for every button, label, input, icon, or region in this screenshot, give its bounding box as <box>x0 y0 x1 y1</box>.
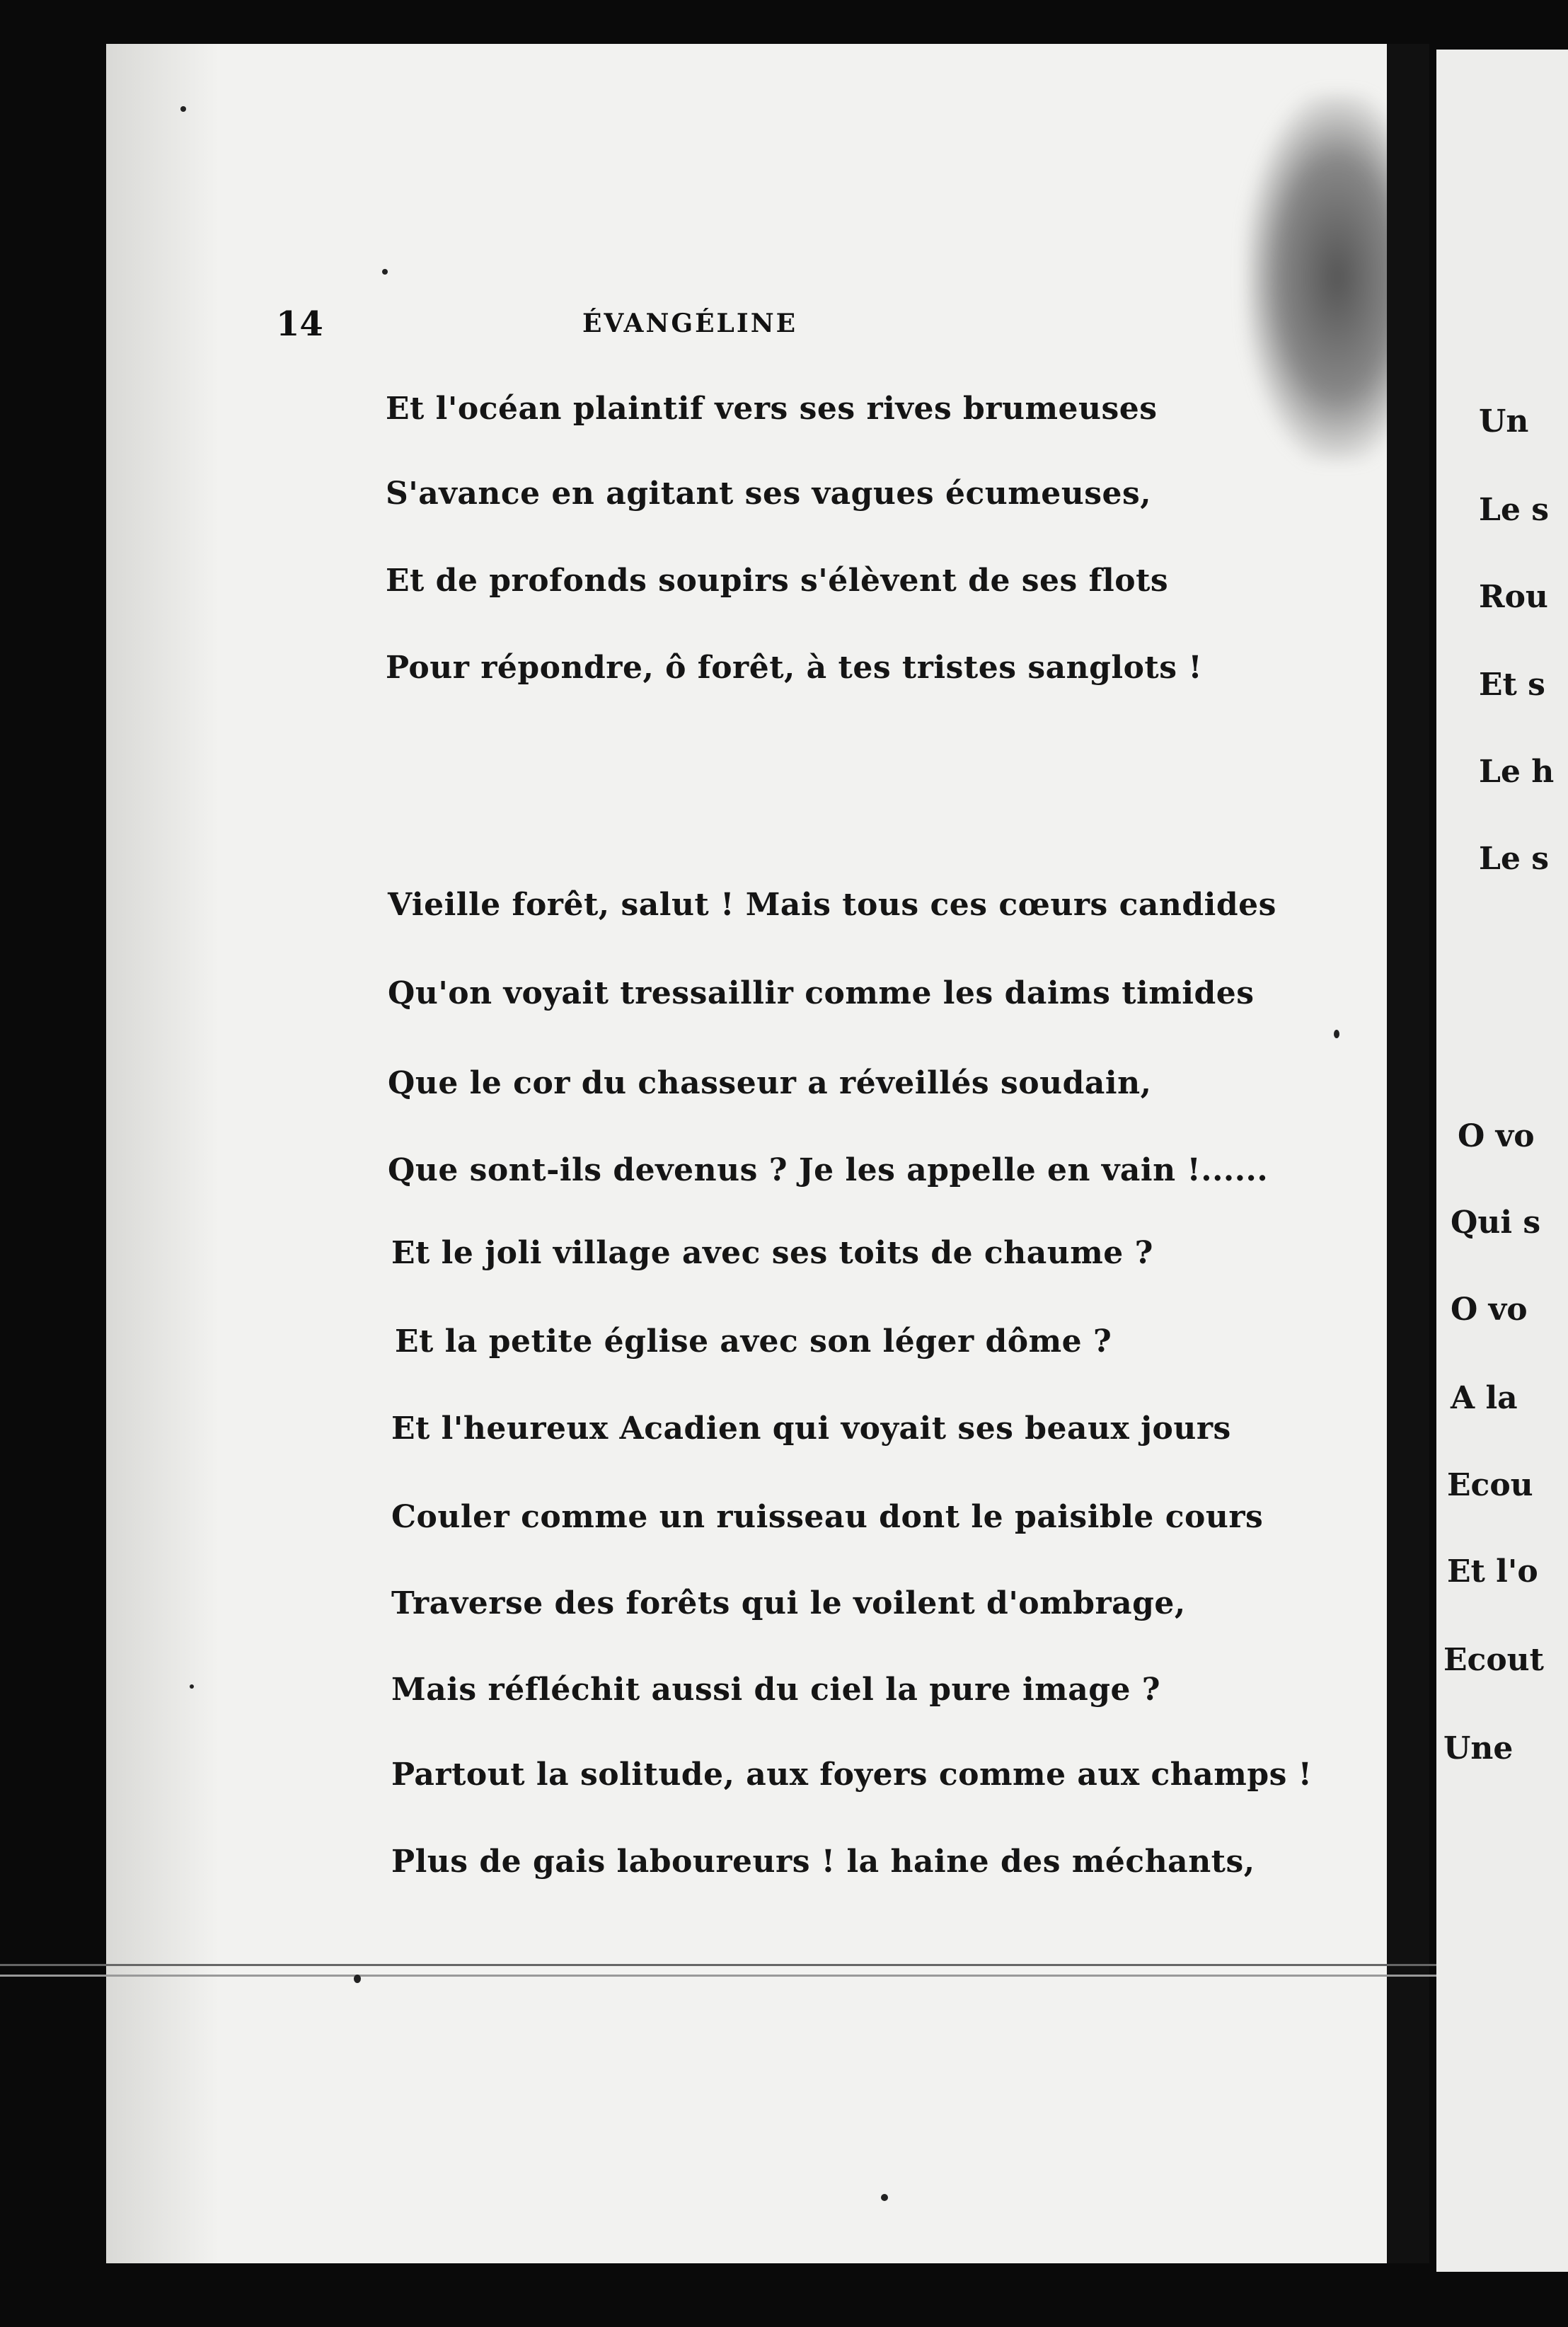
facing-line: O vo <box>1458 1118 1535 1154</box>
facing-line: Une <box>1443 1730 1514 1766</box>
facing-line: A la <box>1451 1380 1518 1416</box>
page-number: 14 <box>276 304 323 344</box>
facing-line: Un <box>1479 403 1529 439</box>
facing-line: O vo <box>1451 1292 1528 1328</box>
facing-line: Et s <box>1479 667 1545 703</box>
verse-line: Que le cor du chasseur a réveillés soudain, <box>388 1065 1152 1101</box>
facing-page <box>1436 50 1568 2272</box>
verse-line: Et l'océan plaintif vers ses rives brumeuses <box>386 391 1158 427</box>
verse-line: Plus de gais laboureurs ! la haine des méchants, <box>391 1844 1255 1880</box>
facing-line: Le h <box>1479 754 1555 790</box>
facing-line: Ecout <box>1443 1642 1544 1678</box>
verse-line: Et la petite église avec son léger dôme ? <box>395 1323 1112 1360</box>
gutter-binding <box>1387 44 1429 2263</box>
verse-line: Mais réfléchit aussi du ciel la pure image ? <box>391 1672 1161 1708</box>
verse-line: Traverse des forêts qui le voilent d'ombrage, <box>391 1585 1186 1621</box>
facing-line: Le s <box>1479 841 1550 877</box>
verse-line: Pour répondre, ô forêt, à tes tristes sanglots ! <box>386 650 1203 686</box>
running-head <box>276 304 1104 361</box>
verse-line: Que sont-ils devenus ? Je les appelle en vain !...... <box>388 1152 1269 1188</box>
scan-speck <box>354 1975 361 1983</box>
bottom-rule <box>0 1975 1568 1977</box>
verse-line: Et de profonds soupirs s'élèvent de ses flots <box>386 563 1169 599</box>
verse-line: Partout la solitude, aux foyers comme aux champs ! <box>391 1757 1313 1793</box>
facing-line: Qui s <box>1451 1205 1541 1241</box>
verse-line: S'avance en agitant ses vagues écumeuses, <box>386 476 1152 512</box>
scan-speck <box>180 106 186 112</box>
bottom-rule <box>0 1964 1568 1966</box>
scan-speck <box>1334 1030 1339 1038</box>
facing-line: Le s <box>1479 492 1550 528</box>
scan-speck <box>382 269 388 275</box>
scan-speck <box>881 2194 888 2201</box>
book-title: ÉVANGÉLINE <box>582 309 798 338</box>
facing-line: Et l'o <box>1447 1553 1538 1590</box>
verse-line: Qu'on voyait tressaillir comme les daims timides <box>388 975 1255 1011</box>
facing-line: Ecou <box>1447 1467 1533 1503</box>
verse-line: Couler comme un ruisseau dont le paisible cours <box>391 1499 1264 1535</box>
scan-speck <box>190 1684 194 1689</box>
page-edge-shading <box>106 44 219 2263</box>
verse-line: Et le joli village avec ses toits de chaume ? <box>391 1235 1153 1271</box>
facing-line: Rou <box>1479 579 1548 615</box>
verse-line: Vieille forêt, salut ! Mais tous ces cœurs candides <box>388 887 1276 923</box>
verse-line: Et l'heureux Acadien qui voyait ses beaux jours <box>391 1410 1231 1447</box>
